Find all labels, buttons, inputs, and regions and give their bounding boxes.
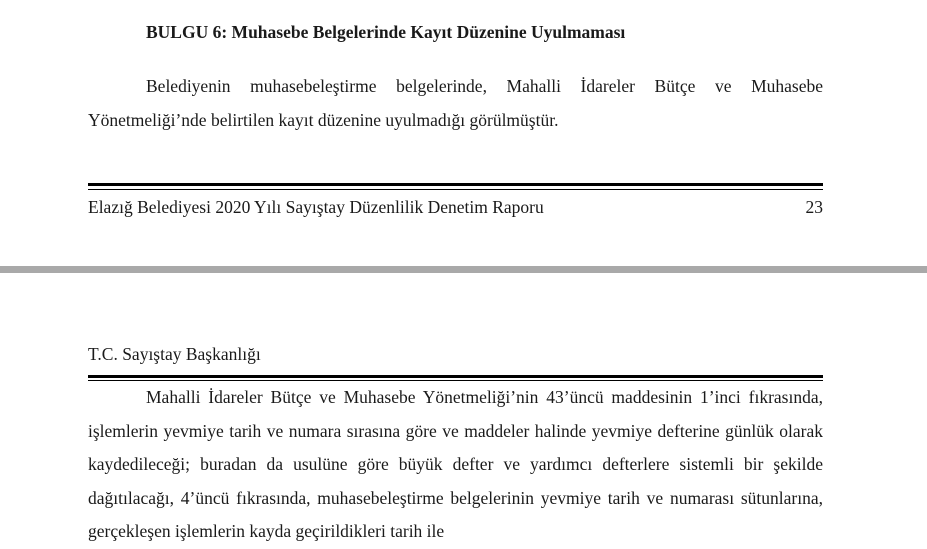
finding-paragraph [88, 70, 823, 137]
footer-rule-thick [88, 183, 823, 186]
page-header-institution: T.C. Sayıştay Başkanlığı [88, 344, 261, 364]
footer-report-title: Elazığ Belediyesi 2020 Yılı Sayıştay Düzenlilik Denetim Raporu [88, 197, 544, 217]
finding-title: BULGU 6: Muhasebe Belgelerinde Kayıt Düzenine Uyulmaması [146, 22, 626, 42]
footer-rule-thin [88, 189, 823, 190]
report-page-top [0, 0, 927, 266]
regulation-paragraph-text: Mahalli İdareler Bütçe ve Muhasebe Yönetmeliği’nin 43’üncü maddesinin 1’inci fıkrasında, işlemlerin yevmiye tarih ve numara sırasına göre ve maddeler halinde yevmiye defterine günlük olarak kaydedileceği; buradan da usulüne göre büyük defter ve yardımcı defterlere sistemli bir şekilde dağıtılacağı, 4’üncü fıkrasında, muhasebeleştirme belgelerinin yevmiye tarih ve numarası sütunlarına, gerçekleşen işlemlerin kayda geçirildikleri tarih ile [88, 387, 823, 541]
page-number: 23 [805, 197, 823, 217]
regulation-paragraph [88, 381, 823, 549]
page-separator [0, 266, 927, 273]
header-rule-thick [88, 375, 823, 378]
finding-paragraph-text: Belediyenin muhasebeleştirme belgelerinde, Mahalli İdareler Bütçe ve Muhasebe Yönetmeliği’nde belirtilen kayıt düzenine uyulmadığı görülmüştür. [88, 76, 823, 130]
